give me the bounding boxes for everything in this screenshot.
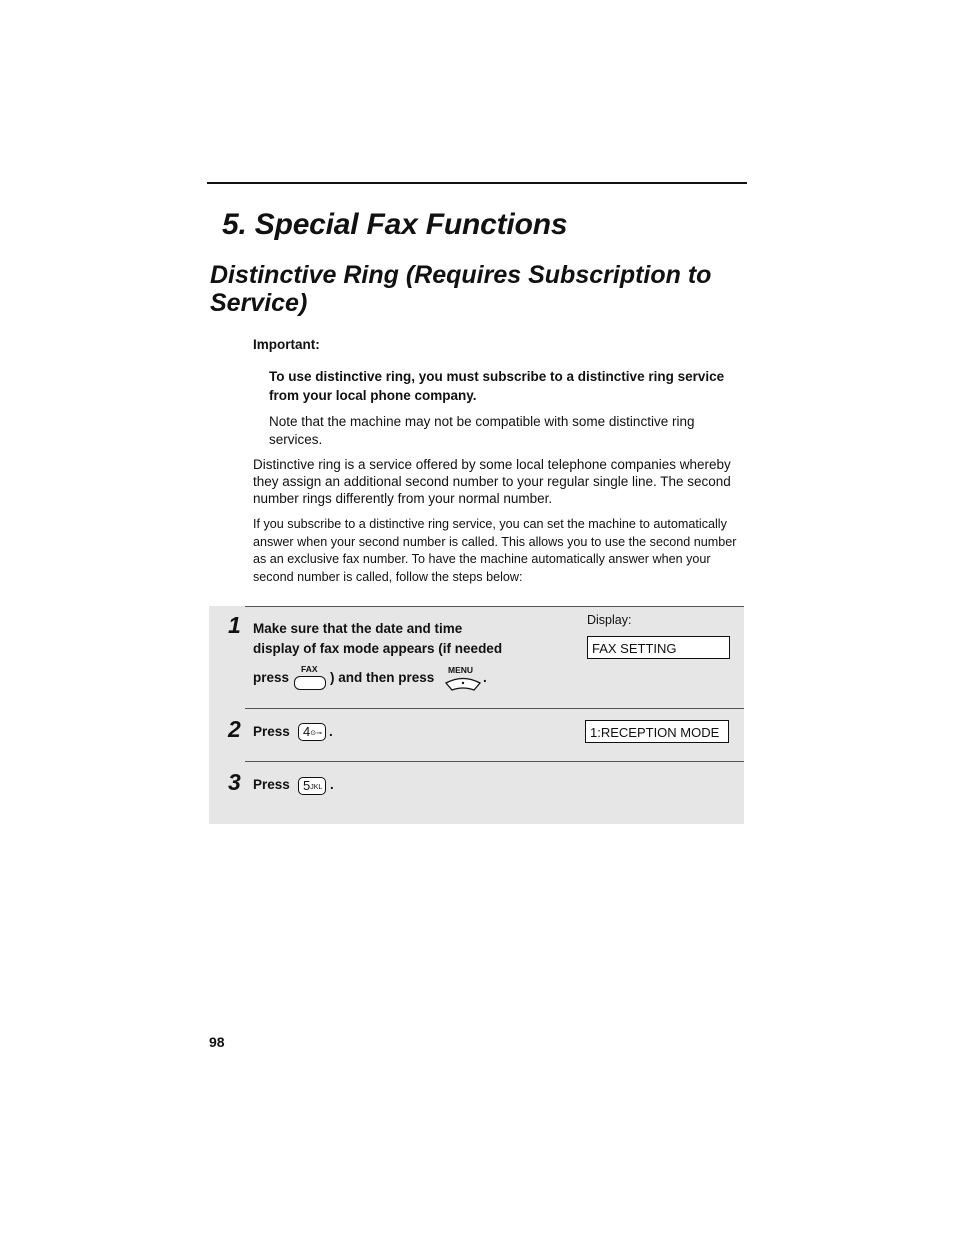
lcd-display-reception-mode: 1:RECEPTION MODE [585,720,729,743]
step-3-end: . [330,777,334,792]
step-1-text-end: . [483,670,487,685]
step-divider [245,708,744,709]
chapter-title: 5. Special Fax Functions [222,208,568,241]
fax-key-label: FAX [301,664,318,674]
key-5-sub: JKL [310,784,323,791]
key-4-digit: 4 [303,724,311,739]
step-divider [245,761,744,762]
step-1-text-then: ) and then press [330,670,435,685]
section-title: Distinctive Ring (Requires Subscription to Service) [210,261,712,317]
step-3-text: Press [253,777,290,792]
note-text: Note that the machine may not be compatible with some distinctive ring services. [269,414,695,447]
key-5-icon [298,777,326,795]
menu-key-icon [444,675,482,693]
instructions-paragraph: If you subscribe to a distinctive ring service, you can set the machine to automatically answer when your second number is called. This allows you to use the second number as an exclusive fax number. To have the machine automatically answer when your second number is called, follow the steps below: [253,517,737,584]
display-label: Display: [587,613,632,627]
step-number: 2 [228,716,241,742]
step-number: 3 [228,769,241,795]
step-1-text-line1: Make sure that the date and time [253,621,463,636]
important-label: Important: [253,337,320,352]
step-2-end: . [329,724,333,739]
top-rule [207,182,747,184]
step-divider [245,606,744,607]
page-number: 98 [209,1034,225,1050]
key-4-icon [298,723,326,741]
lcd-display-fax-setting: FAX SETTING [587,636,730,659]
step-1-text-line2: display of fax mode appears (if needed [253,641,503,656]
key-5-digit: 5 [303,778,311,793]
step-number: 1 [228,612,241,638]
key-4-sub: ⊙⊸ [310,730,322,737]
menu-key-label: MENU [448,665,474,675]
step-2-text: Press [253,724,290,739]
fax-key-icon [294,676,326,690]
important-text: To use distinctive ring, you must subscribe to a distinctive ring service from your local phone company. [269,369,725,403]
intro-paragraph: Distinctive ring is a service offered by some local telephone companies whereby they assign an additional second number to your regular single line. The second number rings differently from your normal number. [253,457,731,506]
step-1-text-press: press [253,670,290,685]
